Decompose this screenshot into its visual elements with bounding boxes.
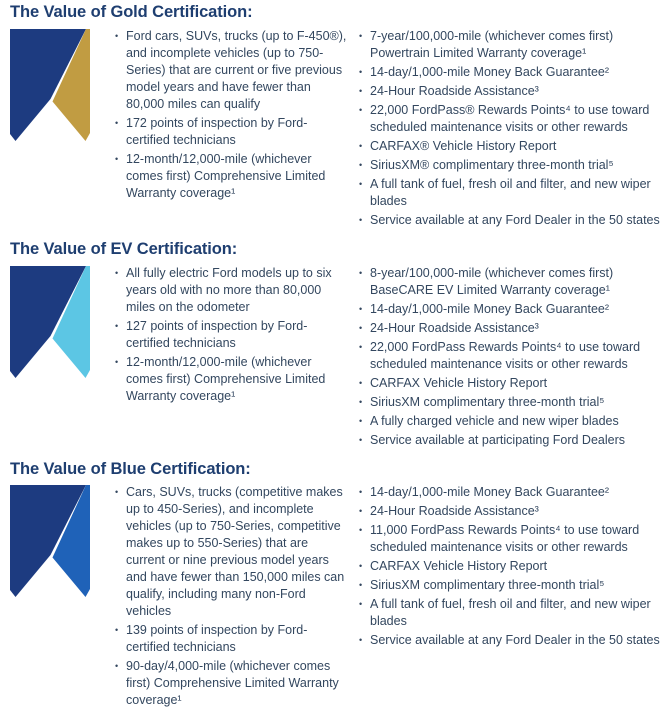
bullet-item: • SiriusXM® complimentary three-month trial⁵ bbox=[358, 157, 664, 174]
ev-benefits-list bbox=[358, 265, 664, 451]
gold-badge-cell bbox=[10, 28, 106, 141]
bullet-item: • A full tank of fuel, fresh oil and filter, and new wiper blades bbox=[358, 176, 664, 210]
bullet-item: • Cars, SUVs, trucks (competitive makes up to 450-Series), and incomplete vehicles (up to 750-Series, competitive makes up to 550-Series) that are current or nine previous model years and have fewer than 150,000 miles can qualify, including many non-Ford vehicles bbox=[114, 484, 350, 620]
ev-qualification-list bbox=[114, 265, 350, 407]
ev-certified-badge-icon bbox=[10, 266, 90, 378]
gold-qualification-list bbox=[114, 28, 350, 204]
ev-section-title: The Value of EV Certification: bbox=[10, 239, 238, 258]
bullet-item: • SiriusXM complimentary three-month trial⁵ bbox=[358, 394, 664, 411]
blue-certified-badge-icon bbox=[10, 485, 90, 597]
bullet-item: • A fully charged vehicle and new wiper blades bbox=[358, 413, 664, 430]
section-gold-certification bbox=[0, 3, 668, 231]
gold-certified-badge-icon bbox=[10, 29, 90, 141]
bullet-item: • SiriusXM complimentary three-month trial⁵ bbox=[358, 577, 664, 594]
bullet-item: • 8-year/100,000-mile (whichever comes first) BaseCARE EV Limited Warranty coverage¹ bbox=[358, 265, 664, 299]
bullet-item: • 7-year/100,000-mile (whichever comes first) Powertrain Limited Warranty coverage¹ bbox=[358, 28, 664, 62]
bullet-item: • 24-Hour Roadside Assistance³ bbox=[358, 320, 664, 337]
bullet-item: • 12-month/12,000-mile (whichever comes first) Comprehensive Limited Warranty coverage¹ bbox=[114, 354, 350, 405]
blue-section-title: The Value of Blue Certification: bbox=[10, 459, 251, 478]
section-ev-certification bbox=[0, 240, 668, 451]
bullet-item: • 14-day/1,000-mile Money Back Guarantee² bbox=[358, 64, 664, 81]
bullet-item: • CARFAX Vehicle History Report bbox=[358, 375, 664, 392]
bullet-item: • 24-Hour Roadside Assistance³ bbox=[358, 83, 664, 100]
bullet-item: • CARFAX Vehicle History Report bbox=[358, 558, 664, 575]
bullet-item: • 14-day/1,000-mile Money Back Guarantee² bbox=[358, 484, 664, 501]
bullet-item: • CARFAX® Vehicle History Report bbox=[358, 138, 664, 155]
bullet-item: • 22,000 FordPass Rewards Points⁴ to use toward scheduled maintenance visits or other rewards bbox=[358, 339, 664, 373]
bullet-item: • A full tank of fuel, fresh oil and filter, and new wiper blades bbox=[358, 596, 664, 630]
bullet-item: • 14-day/1,000-mile Money Back Guarantee² bbox=[358, 301, 664, 318]
bullet-item: • 127 points of inspection by Ford-certified technicians bbox=[114, 318, 350, 352]
gold-section-title: The Value of Gold Certification: bbox=[10, 3, 253, 21]
blue-badge-cell bbox=[10, 484, 106, 597]
bullet-item: • Service available at any Ford Dealer in the 50 states bbox=[358, 212, 664, 229]
bullet-item: • 172 points of inspection by Ford-certified technicians bbox=[114, 115, 350, 149]
bullet-item: • 22,000 FordPass® Rewards Points⁴ to use toward scheduled maintenance visits or other rewards bbox=[358, 102, 664, 136]
blue-qualification-list bbox=[114, 484, 350, 711]
bullet-item: • All fully electric Ford models up to six years old with no more than 80,000 miles on the odometer bbox=[114, 265, 350, 316]
blue-benefits-list bbox=[358, 484, 664, 651]
bullet-item: • 12-month/12,000-mile (whichever comes first) Comprehensive Limited Warranty coverage¹ bbox=[114, 151, 350, 202]
bullet-item: • 90-day/4,000-mile (whichever comes first) Comprehensive Limited Warranty coverage¹ bbox=[114, 658, 350, 709]
section-blue-certification bbox=[0, 460, 668, 711]
bullet-item: • 11,000 FordPass Rewards Points⁴ to use toward scheduled maintenance visits or other rewards bbox=[358, 522, 664, 556]
bullet-item: • 139 points of inspection by Ford-certified technicians bbox=[114, 622, 350, 656]
bullet-item: • Ford cars, SUVs, trucks (up to F-450®), and incomplete vehicles (up to 750-Series) that are current or five previous model years and have fewer than 80,000 miles can qualify bbox=[114, 28, 350, 113]
bullet-item: • Service available at any Ford Dealer in the 50 states bbox=[358, 632, 664, 649]
bullet-item: • Service available at participating Ford Dealers bbox=[358, 432, 664, 449]
bullet-item: • 24-Hour Roadside Assistance³ bbox=[358, 503, 664, 520]
gold-benefits-list bbox=[358, 28, 664, 231]
ev-badge-cell bbox=[10, 265, 106, 378]
